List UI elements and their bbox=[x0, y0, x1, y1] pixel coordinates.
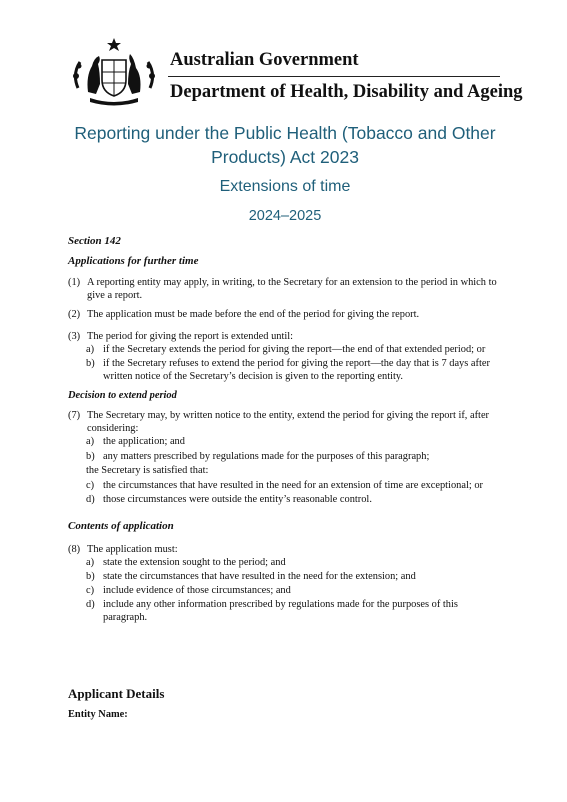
clause-number: (3) bbox=[68, 331, 81, 342]
clause-text: A reporting entity may apply, in writing, to the Secretary for an extension to the period in which to give a report. bbox=[87, 277, 497, 301]
item-marker: d) bbox=[86, 599, 95, 610]
clause-8-item-b bbox=[86, 571, 486, 584]
applicant-details-heading: Applicant Details bbox=[68, 686, 165, 701]
entity-name-label: Entity Name: bbox=[68, 709, 128, 720]
item-text: those circumstances were outside the entity’s reasonable control. bbox=[103, 494, 372, 505]
item-marker: b) bbox=[86, 358, 95, 369]
clause-1 bbox=[68, 277, 498, 302]
clause-number: (2) bbox=[68, 309, 81, 320]
government-name: Australian Government bbox=[170, 50, 359, 70]
item-text: the application; and bbox=[103, 436, 185, 447]
clause-7-item-b bbox=[86, 451, 506, 464]
item-marker: a) bbox=[86, 344, 95, 355]
heading-decision: Decision to extend period bbox=[68, 390, 177, 401]
clause-8 bbox=[68, 544, 498, 557]
item-text: the circumstances that have resulted in the need for an extension of time are exceptional; or bbox=[103, 480, 483, 491]
item-marker: c) bbox=[86, 480, 95, 491]
item-text: state the circumstances that have resulted in the need for the extension; and bbox=[103, 571, 416, 582]
clause-number: (8) bbox=[68, 544, 81, 555]
heading-further-time: Applications for further time bbox=[68, 255, 199, 267]
item-marker: a) bbox=[86, 436, 95, 447]
clause-7-item-d bbox=[86, 494, 506, 507]
clause-8-item-a bbox=[86, 557, 486, 570]
clause-3-item-a bbox=[86, 344, 506, 357]
clause-7-item-c bbox=[86, 480, 506, 493]
page-title-line-1: Reporting under the Public Health (Tobacco and Other bbox=[74, 123, 496, 143]
item-text: include any other information prescribed by regulations made for the purposes of this paragraph. bbox=[103, 599, 458, 623]
clause-2 bbox=[68, 309, 498, 322]
clause-text: The application must be made before the end of the period for giving the report. bbox=[87, 309, 420, 321]
clause-number: (7) bbox=[68, 410, 81, 421]
heading-contents: Contents of application bbox=[68, 520, 174, 532]
header-divider bbox=[168, 76, 500, 77]
year-range: 2024–2025 bbox=[248, 208, 322, 224]
clause-number: (1) bbox=[68, 277, 81, 288]
item-text: if the Secretary refuses to extend the period for giving the report—the day that is 7 days after written notice of the Secretary’s decision is given to the reporting entity. bbox=[103, 358, 490, 382]
clause-text: The period for giving the report is extended until: bbox=[87, 331, 294, 343]
item-text: include evidence of those circumstances; and bbox=[103, 585, 291, 596]
clause-text: The Secretary may, by written notice to the entity, extend the period for giving the report if, after considering: bbox=[87, 410, 490, 434]
page-title bbox=[60, 121, 510, 169]
item-marker: b) bbox=[86, 571, 95, 582]
coat-of-arms-icon bbox=[66, 36, 162, 106]
clause-7 bbox=[68, 410, 498, 435]
item-text: any matters prescribed by regulations made for the purposes of this paragraph; bbox=[103, 451, 430, 462]
clause-text: The application must: bbox=[87, 544, 178, 556]
item-marker: d) bbox=[86, 494, 95, 505]
item-marker: c) bbox=[86, 585, 95, 596]
clause-7-condition: the Secretary is satisfied that: bbox=[86, 465, 209, 476]
page-title-line-2: Products) Act 2023 bbox=[211, 147, 359, 167]
clause-7-item-a bbox=[86, 436, 506, 449]
item-text: if the Secretary extends the period for giving the report—the end of that extended period; or bbox=[103, 344, 486, 355]
item-marker: a) bbox=[86, 557, 95, 568]
clause-8-item-d bbox=[86, 599, 466, 624]
page-subtitle: Extensions of time bbox=[219, 178, 351, 195]
item-marker: b) bbox=[86, 451, 95, 462]
department-name: Department of Health, Disability and Ageing bbox=[170, 82, 523, 102]
section-label: Section 142 bbox=[68, 235, 121, 247]
item-text: state the extension sought to the period; and bbox=[103, 557, 286, 568]
clause-8-item-c bbox=[86, 585, 486, 598]
clause-3 bbox=[68, 331, 498, 344]
clause-3-item-b bbox=[86, 358, 506, 383]
